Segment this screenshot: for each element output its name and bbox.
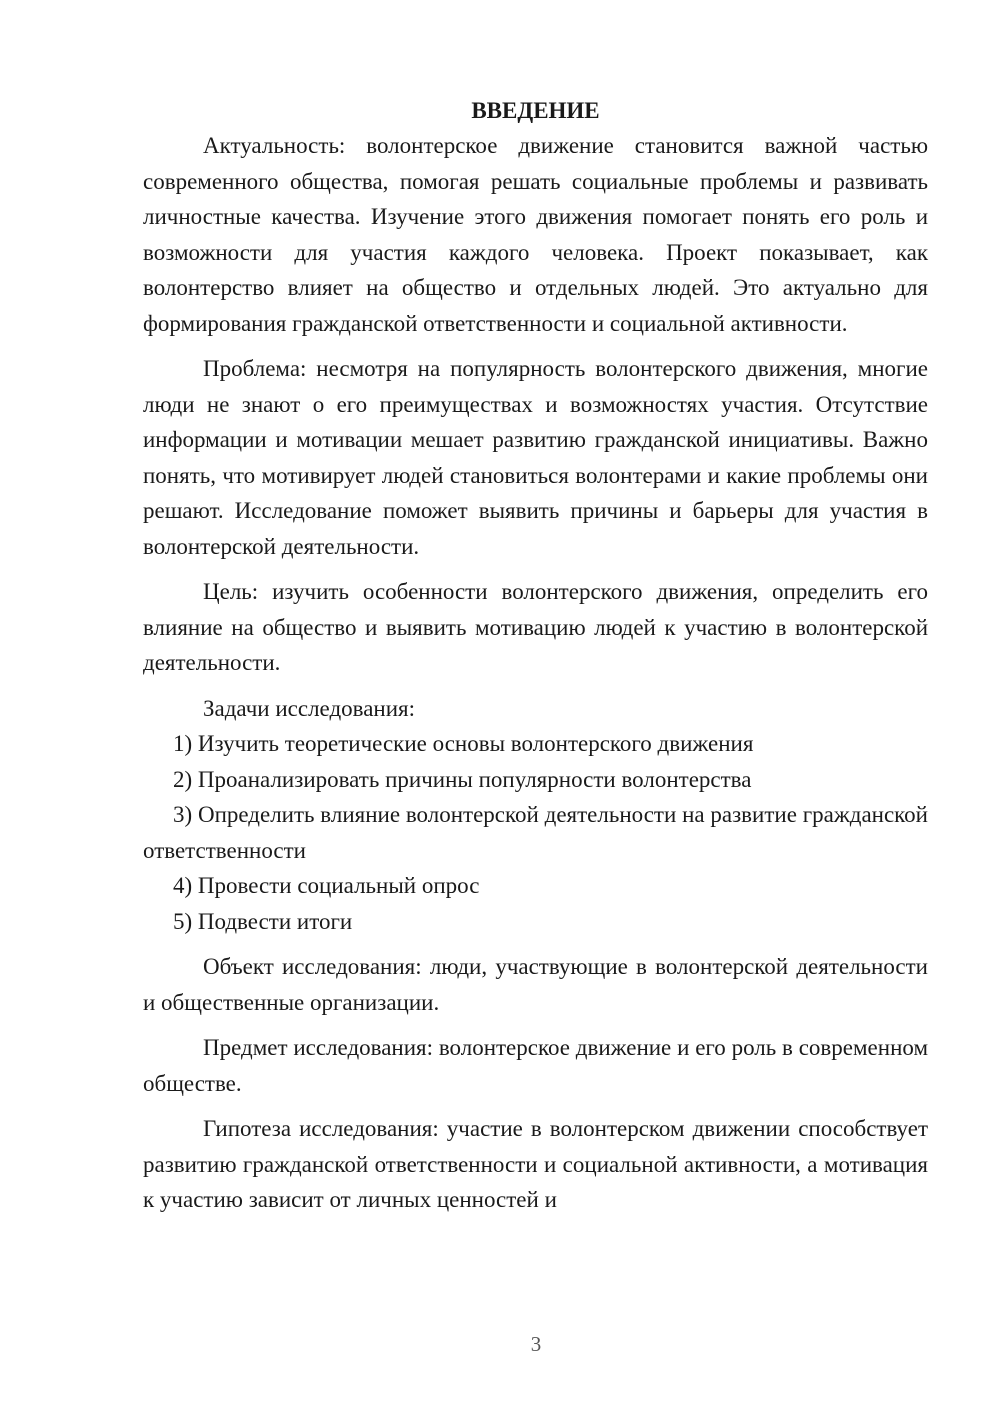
paragraph-relevance: Актуальность: волонтерское движение становится важной частью современного общества, помогая решать социальные проблемы и развивать личностные качества. Изучение этого движения помогает понять его роль и возможности для участия каждого человека. Проект показывает, как волонтерство влияет на общество и отдельных людей. Это актуально для формирования гражданской ответственности и социальной активности.	[143, 133, 928, 336]
paragraph-subject: Предмет исследования: волонтерское движение и его роль в современном обществе.	[143, 1035, 928, 1096]
document-title: ВВЕДЕНИЕ	[471, 98, 600, 123]
document-page	[143, 93, 928, 1218]
paragraph-problem: Проблема: несмотря на популярность волонтерского движения, многие люди не знают о его преимуществах и возможностях участия. Отсутствие информации и мотивации мешает развитию гражданской инициативы. Важно понять, что мотивирует людей становиться волонтерами и какие проблемы они решают. Исследование поможет выявить причины и барьеры для участия в волонтерской деятельности.	[143, 356, 928, 559]
task-item: 5) Подвести итоги	[173, 908, 353, 934]
task-item: 2) Проанализировать причины популярности волонтерства	[173, 766, 752, 792]
page-number: 3	[530, 1332, 542, 1356]
paragraph-goal: Цель: изучить особенности волонтерского движения, определить его влияние на общество и выявить мотивацию людей к участию в волонтерской деятельности.	[143, 579, 928, 675]
task-item: 1) Изучить теоретические основы волонтерского движения	[173, 731, 754, 756]
task-item: 3) Определить влияние волонтерской деятельности на развитие гражданской ответственности	[143, 802, 928, 863]
paragraph-tasks-heading: Задачи исследования:	[203, 695, 416, 721]
paragraph-hypothesis: Гипотеза исследования: участие в волонтерском движении способствует развитию гражданской ответственности и социальной активности, а мотивация к участию зависит от личных ценностей и	[143, 1116, 928, 1212]
paragraph-object: Объект исследования: люди, участвующие в волонтерской деятельности и общественные организации.	[143, 954, 928, 1015]
task-item: 4) Провести социальный опрос	[173, 873, 480, 898]
